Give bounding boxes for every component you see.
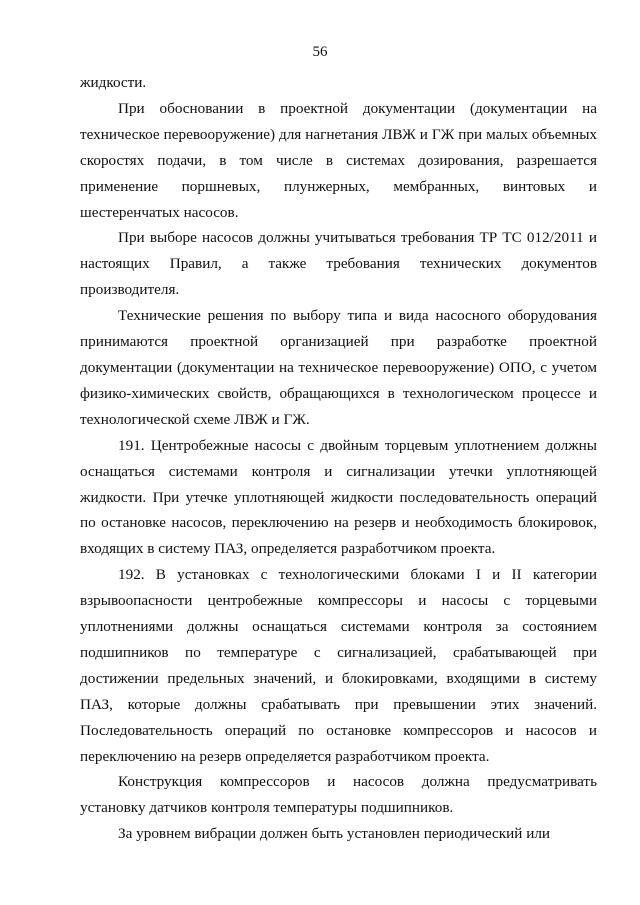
paragraph-item-192: 192. В установках с технологическими блоками I и II категории взрывоопасности центробежные компрессоры и насосы с торцевыми уплотнениями должны оснащаться системами контроля за состоянием подшипников по температуре с сигнализацией, срабатывающей при достижении предельных значений, и блокировками, входящими в систему ПАЗ, которые должны срабатывать при превышении этих значений. Последовательность операций по остановке компрессоров и насосов и переключению на резерв определяется разработчиком проекта. <box>80 566 597 765</box>
paragraph-pump-justification: При обосновании в проектной документации (документации на техническое перевооружение) для нагнетания ЛВЖ и ГЖ при малых объемных скоростях подачи, в том числе в системах дозирования, разрешается применение поршневых, плунжерных, мембранных, винтовых и шестеренчатых насосов. <box>80 99 597 221</box>
paragraph-item-191: 191. Центробежные насосы с двойным торцевым уплотнением должны оснащаться системами контроля и сигнализации утечки уплотняющей жидкости. При утечке уплотняющей жидкости последовательность операций по остановке насосов, переключению на резерв и необходимость блокировок, входящих в систему ПАЗ, определяется разработчиком проекта. <box>80 436 597 558</box>
paragraph-technical-decisions: Технические решения по выбору типа и вида насосного оборудования принимаются проектной организацией при разработке проектной документации (документации на техническое перевооружение) ОПО, с учетом физико-химических свойств, обращающихся в технологическом процессе и технологической схеме ЛВЖ и ГЖ. <box>80 307 597 428</box>
paragraph-bearing-sensors: Конструкция компрессоров и насосов должна предусматривать установку датчиков контроля температуры подшипников. <box>80 773 597 817</box>
paragraph-continuation: жидкости. <box>80 74 147 91</box>
page-number: 56 <box>312 44 328 60</box>
document-body <box>80 70 597 847</box>
paragraph-pump-selection: При выборе насосов должны учитываться требования ТР ТС 012/2011 и настоящих Правил, а также требования технических документов производителя. <box>80 229 597 299</box>
paragraph-vibration: За уровнем вибрации должен быть установлен периодический или <box>118 825 551 843</box>
